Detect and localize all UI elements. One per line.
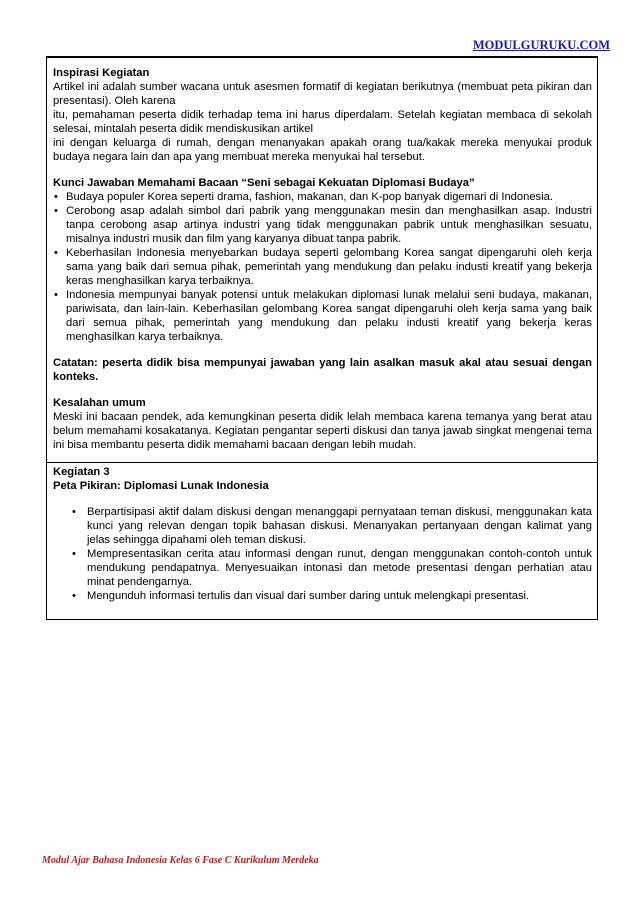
list-item: • Budaya populer Korea seperti drama, fashion, makanan, dan K-pop banyak digemari di Indonesia. <box>54 191 553 203</box>
inspirasi-line: ini dengan keluarga di rumah, dengan menanyakan apakah orang tua/kakak mereka menyukai produk budaya negara lain dan apa yang membuat mereka menyukai hal tersebut. <box>53 137 592 163</box>
section-kegiatan-3 <box>46 462 598 620</box>
kesalahan-text: Meski ini bacaan pendek, ada kemungkinan peserta didik lelah membaca karena temanya yang berat atau belum memahami kosakatanya. Kegiatan pengantar seperti diskusi dan tanya jawab singkat mengenai tema ini bisa membantu peserta didik memahami bacaan dengan lebih mudah. <box>53 411 592 451</box>
bullet-icon: • <box>54 247 58 259</box>
bullet-icon: • <box>54 289 58 301</box>
section-inspirasi <box>46 56 598 463</box>
bullet-icon: • <box>54 205 58 217</box>
kegiatan-title: Kegiatan 3 <box>53 466 110 478</box>
site-link[interactable]: MODULGURUKU.COM <box>472 38 610 52</box>
list-item: • Berpartisipasi aktif dalam diskusi dengan menanggapi pernyataan teman diskusi, menggunakan kata kunci yang relevan dengan topik bahasan diskusi. Menanyakan pertanyaan dengan kalimat yang jelas sehingga dipahami oleh teman diskusi. <box>72 506 592 546</box>
kesalahan-title: Kesalahan umum <box>53 397 146 409</box>
inspirasi-title: Inspirasi Kegiatan <box>53 67 150 79</box>
bullet-icon: • <box>72 590 76 602</box>
list-item: • Mengunduh informasi tertulis dan visual dari sumber daring untuk melengkapi presentasi. <box>72 590 530 602</box>
kegiatan-list <box>53 505 592 603</box>
bullet-icon: • <box>72 548 76 560</box>
kegiatan-subtitle: Peta Pikiran: Diplomasi Lunak Indonesia <box>53 480 269 492</box>
kunci-jawaban-list <box>53 190 592 344</box>
footer-text: Modul Ajar Bahasa Indonesia Kelas 6 Fase C Kurikulum Merdeka <box>42 855 319 866</box>
list-item: • Indonesia mempunyai banyak potensi untuk melakukan diplomasi lunak melalui seni budaya, makanan, pariwisata, dan lain-lain. Keberhasilan gelombang Korea sangat dipengaruhi oleh kerja sama yang baik dari semua pihak, pemerintah yang mendukung dan pelaku industi kreatif yang bekerja keras menghasilkan karya terbaiknya. <box>54 289 592 343</box>
catatan-note: Catatan: peserta didik bisa mempunyai jawaban yang lain asalkan masuk akal atau sesuai dengan konteks. <box>53 357 592 383</box>
inspirasi-line: Artikel ini adalah sumber wacana untuk asesmen formatif di kegiatan berikutnya (membuat peta pikiran dan presentasi). Oleh karena <box>53 81 592 107</box>
inspirasi-line: itu, pemahaman peserta didik terhadap tema ini harus diperdalam. Setelah kegiatan membaca di sekolah selesai, mintalah peserta didik mendiskusikan artikel <box>53 109 592 135</box>
bullet-icon: • <box>72 506 76 518</box>
list-item: • Mempresentasikan cerita atau informasi dengan runut, dengan menggunakan contoh-contoh untuk mendukung pendapatnya. Menyesuaikan intonasi dan metode presentasi dengan perhatian atau minat pendengarnya. <box>72 548 592 588</box>
bullet-icon: • <box>54 191 58 203</box>
list-item: • Cerobong asap adalah simbol dari pabrik yang menggunakan mesin dan menghasilkan asap. Industri tanpa cerobong asap artinya industri yang tidak menggunakan pabrik untuk menghasilkan sesuatu, misalnya industri musik dan film yang karyanya dibuat tanpa pabrik. <box>54 205 592 245</box>
kunci-jawaban-title: Kunci Jawaban Memahami Bacaan “Seni sebagai Kekuatan Diplomasi Budaya” <box>53 177 475 189</box>
list-item: • Keberhasilan Indonesia menyebarkan budaya seperti gelombang Korea sangat dipengaruhi oleh kerja sama yang baik dari semua pihak, pemerintah yang mendukung dan pelaku industi kreatif yang bekerja keras menghasilkan karya terbaiknya. <box>54 247 592 287</box>
